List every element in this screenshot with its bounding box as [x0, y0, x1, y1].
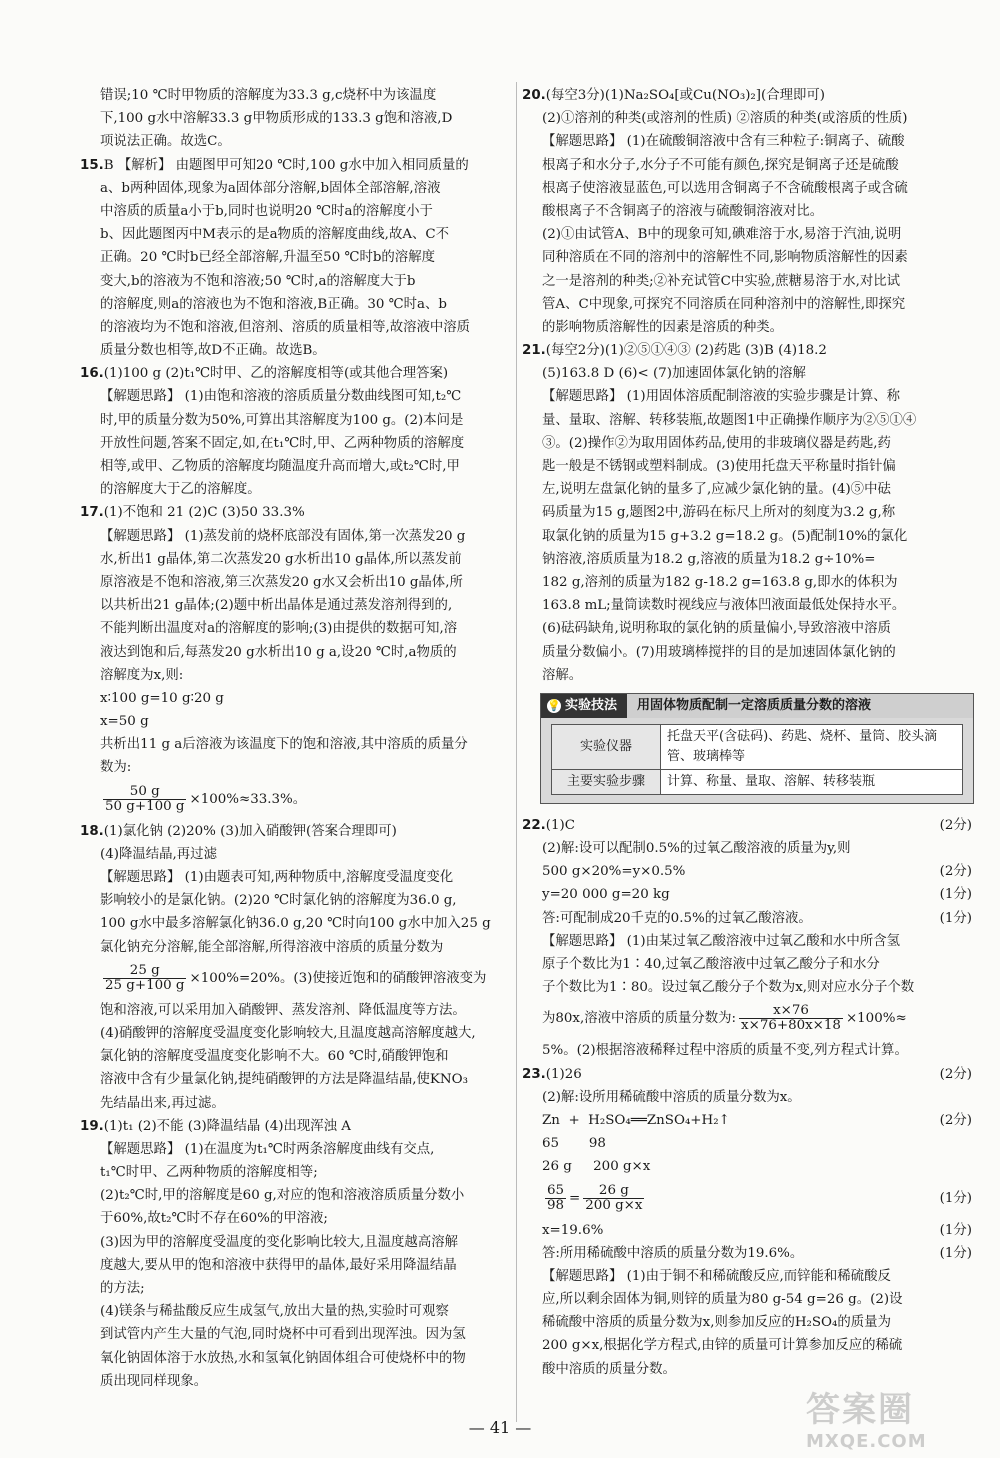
- q20-answer: [522, 84, 972, 339]
- text-line: 度越大,要从甲的饱和溶液中获得甲的晶体,最好采用降温结晶: [100, 1257, 457, 1273]
- text-line: 182 g,溶剂的质量为182 g-18.2 g=163.8 g,即水的体积为: [542, 574, 898, 590]
- answer-line: (1)100 g (2)t₁℃时甲、乙的溶解度相等(或其他合理答案): [103, 366, 449, 382]
- score-label: (1分): [939, 1222, 972, 1238]
- equation-line: x∶100 g=10 g∶20 g: [100, 690, 224, 706]
- table-cell: 实验仪器: [552, 724, 661, 769]
- score-label: (2分): [939, 1112, 972, 1128]
- tip-table: [551, 724, 963, 795]
- text-line: 原子个数比为1∶40,过氧乙酸溶液中过氧乙酸分子和水分: [542, 957, 880, 972]
- text-line: 码质量为15 g,题图2中,游码在标尺上所对的刻度为3.2 g,称: [542, 505, 896, 521]
- table-row: [552, 769, 963, 794]
- text-line: 【解题思路】 (1)由饱和溶液的溶质质量分数曲线图可知,t₂℃: [100, 389, 462, 405]
- text-line: 量、量取、溶解、转移装瓶,故题图1中正确操作顺序为②⑤①④: [542, 412, 917, 428]
- equation-line: 65 98: [542, 1136, 606, 1152]
- text-line: 质出现同样现象。: [100, 1373, 208, 1389]
- text-line: 子个数比为1∶80。设过氧乙酸分子个数为x,则对应水分子个数: [542, 980, 915, 996]
- fraction: $\frac{25 g}{25 g+100 g}$: [105, 962, 185, 993]
- text-line: 项说法正确。故选C。: [100, 134, 231, 150]
- question-number: 23.: [522, 1066, 546, 1082]
- question-number: 19.: [80, 1118, 104, 1134]
- text-line: 开放性问题,答案不固定,如,在t₁℃时,甲、乙两种物质的溶解度: [100, 435, 465, 451]
- solution-line: 答:所用稀硫酸中溶质的质量分数为19.6%。 (1分): [522, 1242, 972, 1265]
- text-line: 同种溶质在不同的溶剂中的溶解性不同,影响物质溶解性的因素: [542, 250, 908, 266]
- text-line: 于60%,故t₂℃时不存在60%的甲溶液;: [100, 1211, 328, 1227]
- answer-line: (1)26: [545, 1066, 582, 1082]
- text-line: 下,100 g水中溶解33.3 g甲物质形成的133.3 g饱和溶液,D: [100, 111, 453, 127]
- text-line: 不能判断出温度对a的溶解度的影响;(3)由提供的数据可知,溶: [100, 621, 458, 637]
- answer-line: (1)C: [545, 817, 575, 833]
- text-line: 【解题思路】 (1)由题表可知,两种物质中,溶解度受温度变化: [100, 870, 454, 885]
- text-line: 溶解。: [542, 667, 583, 683]
- q18-answer: [80, 820, 512, 1115]
- answer-line: (每空2分)(1)②⑤①④③ (2)药匙 (3)B (4)18.2: [545, 343, 827, 359]
- text-line: 200 g×x,根据化学方程式,由锌的质量可计算参加反应的稀硫: [542, 1338, 903, 1354]
- answer-line: (1)氯化钠 (2)20% (3)加入硝酸钾(答案合理即可): [103, 823, 397, 839]
- table-cell: 主要实验步骤: [552, 769, 661, 794]
- text-line: 数为:: [100, 760, 132, 776]
- score-label: (1分): [939, 1245, 972, 1261]
- text-line: 管A、C中现象,可探究不同溶质在同种溶剂中的溶解性,即探究: [542, 296, 906, 312]
- text-line: 酸中溶质的质量分数。: [542, 1361, 676, 1377]
- score-label: (2分): [939, 817, 972, 833]
- text-line: 液达到饱和后,每蒸发20 g水析出10 g a,设20 ℃时,a物质的: [100, 644, 457, 660]
- question-number: 15.: [80, 157, 104, 173]
- question-number: 20.: [522, 88, 546, 103]
- text-line: 质量分数偏小。(7)用玻璃棒搅拌的目的是加速固体氯化钠的: [542, 644, 896, 660]
- question-number: 22.: [522, 817, 546, 833]
- question-number: 21.: [522, 343, 546, 359]
- q23-answer: [522, 1063, 972, 1381]
- text-line: ③。(2)操作②为取用固体药品,使用的非玻璃仪器是药匙,药: [542, 435, 891, 451]
- text-line: t₁℃时甲、乙两种物质的溶解度相等;: [100, 1165, 318, 1181]
- score-label: (2分): [939, 864, 972, 880]
- text-line: 5%。(2)根据溶液稀释过程中溶质的质量不变,列方程式计算。: [542, 1043, 908, 1059]
- text-line: (4)硝酸钾的溶解度受温度变化影响较大,且温度越高溶解度越大,: [100, 1025, 476, 1041]
- tip-title: 用固体物质配制一定溶质质量分数的溶液: [637, 697, 872, 713]
- q16-answer: [80, 362, 512, 501]
- score-label: (1分): [939, 887, 972, 903]
- text-line: 质量分数也相等,故D不正确。故选B。: [100, 343, 326, 359]
- question-number: 16.: [80, 366, 104, 382]
- solution-line: 答:可配制成20千克的0.5%的过氧乙酸溶液。 (1分): [522, 907, 972, 930]
- text-line: 正确。20 ℃时b已经全部溶解,升温至50 ℃时b的溶解度: [100, 250, 435, 266]
- left-column: [80, 84, 512, 1393]
- fraction-line: $\frac{25 g}{25 g+100 g}$ ×100%=20%。(3)使接近饱和的硝酸钾溶液变为: [105, 962, 487, 993]
- right-column: [522, 84, 972, 1381]
- question-number: 17.: [80, 505, 104, 521]
- q19-answer: [80, 1115, 512, 1393]
- answer-line: B 【解析】 由题图甲可知20 ℃时,100 g水中加入相同质量的: [103, 157, 469, 173]
- text-line: 影响较小的是氯化钠。(2)20 ℃时氯化钠的溶解度为36.0 g,: [100, 893, 457, 909]
- tip-tag: 💡 实验技法: [541, 694, 627, 718]
- text-line: 时,甲的质量分数为50%,可算出其溶解度为100 g。(2)本问是: [100, 412, 464, 428]
- text-line: 错误;10 ℃时甲物质的溶解度为33.3 g,c烧杯中为该温度: [100, 88, 437, 103]
- fraction: $\frac{50 g}{50 g+100 g}$: [105, 783, 185, 814]
- text-line: 饱和溶液,可以采用加入硝酸钾、蒸发溶剂、降低温度等方法。: [100, 1002, 466, 1018]
- text-line: 变大,b的溶液为不饱和溶液;50 ℃时,a的溶解度大于b: [100, 273, 416, 289]
- solution-line: 500 g×20%=y×0.5% (2分): [522, 860, 972, 883]
- text-line: 的影响物质溶解性的因素是溶质的种类。: [542, 319, 784, 335]
- text-line: 【解题思路】 (1)由某过氧乙酸溶液中过氧乙酸和水中所含氢: [542, 933, 900, 949]
- text-line: 氯化钠充分溶解,能全部溶解,所得溶液中溶质的质量分数为: [100, 939, 444, 955]
- text-line: 根离子和水分子,水分子不可能有颜色,探究是铜离子还是硫酸: [542, 157, 899, 173]
- equation-line: Zn + H₂SO₄══ZnSO₄+H₂↑ (2分): [522, 1109, 972, 1132]
- text-line: b、因此题图丙中M表示的是a物质的溶解度曲线,故A、C不: [100, 227, 450, 243]
- score-label: (2分): [939, 1066, 972, 1082]
- text-line: (4)镁条与稀盐酸反应生成氢气,放出大量的热,实验时可观察: [100, 1304, 449, 1320]
- text-line: 中溶质的质量a小于b,同时也说明20 ℃时a的溶解度小于: [100, 203, 433, 219]
- text-line: 【解题思路】 (1)蒸发前的烧杯底部没有固体,第一次蒸发20 g: [100, 528, 466, 544]
- fraction: $\frac{65}{98}$: [547, 1182, 565, 1213]
- table-cell: 托盘天平(含砝码)、药匙、烧杯、量筒、胶头滴管、玻璃棒等: [661, 724, 963, 769]
- answer-line: (每空3分)(1)Na₂SO₄[或Cu(NO₃)₂](合理即可): [545, 88, 826, 103]
- text-line: 【解题思路】 (1)在温度为t₁℃时两条溶解度曲线有交点,: [100, 1141, 435, 1157]
- q22-answer: [522, 814, 972, 1063]
- experiment-tip-box: [540, 693, 974, 804]
- text-line: 根离子使溶液显蓝色,可以选用含铜离子不含硫酸根离子或含硫: [542, 180, 908, 196]
- text-line: 溶解度为x,则:: [100, 667, 184, 683]
- text-line: 之一是溶剂的种类;②补充试管C中实验,蔗糖易溶于水,对比试: [542, 273, 901, 289]
- text-line: 原溶液是不饱和溶液,第三次蒸发20 g水又会析出10 g晶体,所: [100, 574, 463, 590]
- answer-line: (4)降温结晶,再过滤: [100, 846, 217, 862]
- text-line: 氯化钠的溶解度受温度变化影响不大。60 ℃时,硝酸钾饱和: [100, 1049, 449, 1065]
- text-line: (6)砝码缺角,说明称取的氯化钠的质量偏小,导致溶液中溶质: [542, 621, 891, 637]
- text-line: 溶液中含有少量氯化钠,提纯硝酸钾的方法是降温结晶,使KNO₃: [100, 1072, 468, 1088]
- text-line: (3)因为甲的溶解度受温度的变化影响比较大,且温度越高溶解: [100, 1234, 458, 1250]
- text-line: 取氯化钠的质量为15 g+3.2 g=18.2 g。(5)配制10%的氯化: [542, 528, 908, 544]
- answer-line: (1)不饱和 21 (2)C (3)50 33.3%: [103, 505, 305, 521]
- text-line: 的溶解度,则a的溶液也为不饱和溶液,B正确。30 ℃时a、b: [100, 296, 447, 312]
- text-line: 先结晶出来,再过滤。: [100, 1095, 225, 1111]
- score-label: (1分): [939, 910, 972, 926]
- text-line: 左,说明左盘氯化钠的量多了,应减少氯化钠的量。(4)⑤中砝: [542, 482, 891, 498]
- text-line: (5)163.8 D (6)< (7)加速固体氯化钠的溶解: [542, 366, 806, 382]
- text-line: 163.8 mL;量筒读数时视线应与液体凹液面最低处保持水平。: [542, 598, 906, 614]
- text-line: 的方法;: [100, 1281, 145, 1296]
- text-line: 酸根离子不含铜离子的溶液与硫酸铜溶液对比。: [542, 203, 824, 219]
- text-line: (2)t₂℃时,甲的溶解度是60 g,对应的饱和溶液溶质质量分数小: [100, 1188, 465, 1204]
- fraction: $\frac{x\times 76}{x\times 76+80x\times 18}$: [741, 1003, 841, 1034]
- table-row: [552, 724, 963, 769]
- question-number: 18.: [80, 823, 104, 839]
- text-line: a、b两种固体,现象为a固体部分溶解,b固体全部溶解,溶液: [100, 180, 441, 196]
- text-line: 共析出11 g a后溶液为该温度下的饱和溶液,其中溶质的质量分: [100, 737, 468, 753]
- table-cell: 计算、称量、量取、溶解、转移装瓶: [661, 769, 963, 794]
- watermark-logo: 答案圈 MXQE.COM: [806, 1390, 927, 1452]
- tip-header: [541, 694, 973, 718]
- text-line: 水,析出1 g晶体,第二次蒸发20 g水析出10 g晶体,所以蒸发前: [100, 551, 462, 567]
- q15-answer: [80, 154, 512, 363]
- lightbulb-icon: 💡: [547, 698, 561, 712]
- fraction-line: $\frac{50 g}{50 g+100 g}$ ×100%≈33.3%。: [105, 783, 307, 814]
- score-label: (1分): [939, 1190, 972, 1206]
- equation-line: 26 g 200 g×x: [542, 1159, 651, 1175]
- equation-line: x=50 g: [100, 714, 149, 730]
- q17-answer: [80, 501, 512, 819]
- text-line: 应,所以剩余固体为铜,则锌的质量为80 g-54 g=26 g。(2)设: [542, 1292, 903, 1308]
- answer-line: (1)t₁ (2)不能 (3)降温结晶 (4)出现浑浊 A: [103, 1118, 351, 1134]
- text-line: 到试管内产生大量的气泡,同时烧杯中可看到出现浑浊。因为氢: [100, 1327, 466, 1343]
- text-line: 以共析出21 g晶体;(2)题中析出晶体是通过蒸发溶剂得到的,: [100, 598, 453, 614]
- text-line: 稀硫酸中溶质的质量分数为x,则参加反应的H₂SO₄的质量为: [542, 1315, 891, 1331]
- q21-answer: [522, 339, 972, 687]
- text-line: 【解题思路】 (1)用固体溶质配制溶液的实验步骤是计算、称: [542, 389, 900, 405]
- text-line: 【解题思路】 (1)在硫酸铜溶液中含有三种粒子:铜离子、硫酸: [542, 134, 905, 150]
- column-divider: [516, 82, 517, 1422]
- text-line: 100 g水中最多溶解氯化钠36.0 g,20 ℃时向100 g水中加入25 g: [100, 916, 491, 932]
- text-line: 的溶解度大于乙的溶解度。: [100, 482, 261, 498]
- text-line: 钠溶液,溶质质量为18.2 g,溶液的质量为18.2 g÷10%=: [542, 551, 876, 567]
- text-line: 氧化钠固体溶于水放热,水和氢氧化钠固体组合可使烧杯中的物: [100, 1350, 466, 1366]
- solution-line: y=20 000 g=20 kg (1分): [522, 883, 972, 906]
- text-line: (2)①溶剂的种类(或溶剂的性质) ②溶质的种类(或溶质的性质): [542, 111, 908, 127]
- text-line: 【解题思路】 (1)由于铜不和稀硫酸反应,而锌能和稀硫酸反: [542, 1268, 891, 1284]
- solution-line: (2)解:设所用稀硫酸中溶质的质量分数为x。: [542, 1089, 801, 1105]
- text-line: 的溶液均为不饱和溶液,但溶剂、溶质的质量相等,故溶液中溶质: [100, 319, 471, 335]
- solution-line: (2)解:设可以配制0.5%的过氧乙酸溶液的质量为y,则: [542, 841, 851, 857]
- page-number: — 41 —: [468, 1418, 532, 1437]
- solution-line: x=19.6% (1分): [522, 1219, 972, 1242]
- text-line: (2)①由试管A、B中的现象可知,碘难溶于水,易溶于汽油,说明: [542, 227, 902, 243]
- fraction: $\frac{26 g}{200 g\times x}$: [585, 1182, 643, 1213]
- q14-tail: [80, 84, 512, 154]
- text-line: 相等,或甲、乙物质的溶解度均随温度升高而增大,或t₂℃时,甲: [100, 459, 460, 474]
- text-line: 匙一般是不锈钢或塑料制成。(3)使用托盘天平称量时指针偏: [542, 459, 896, 474]
- fraction-line: 为80x,溶液中溶质的质量分数为: $\frac{x\times 76}{x\times 76+80x\times 18}$ ×100%≈: [542, 1003, 907, 1034]
- proportion-line: $\frac{65}{98}$ = $\frac{26 g}{200 g\times x}$ (1分): [522, 1179, 972, 1219]
